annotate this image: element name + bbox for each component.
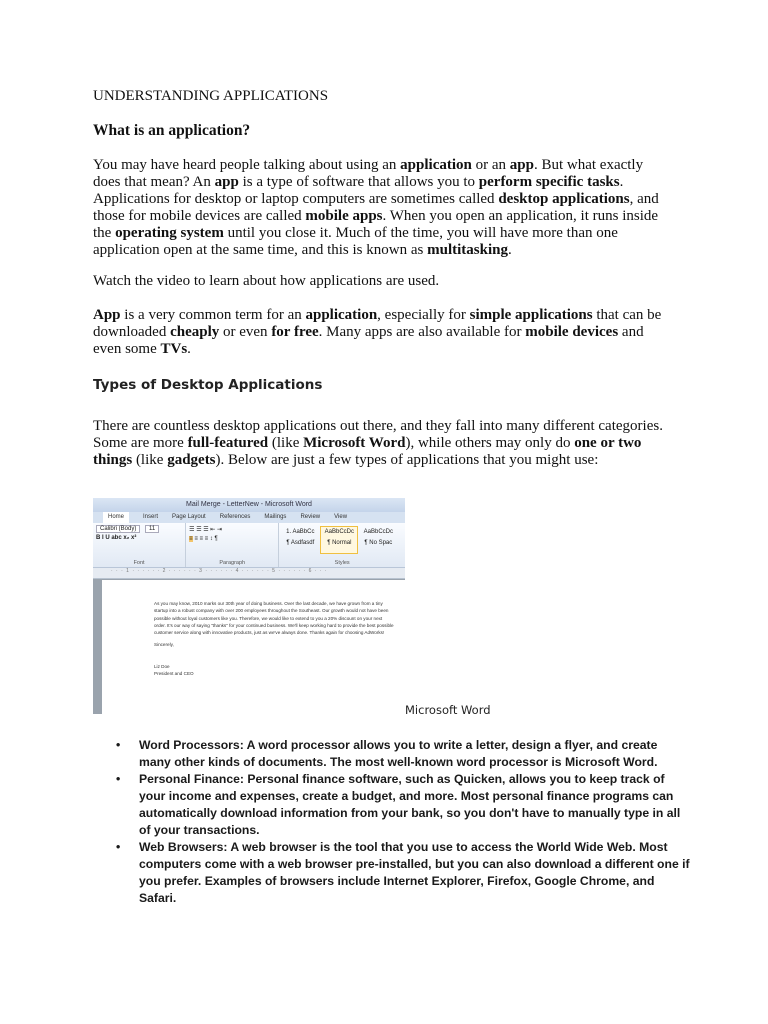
paragraph-intro <box>93 157 673 259</box>
style-label: ¶ Normal <box>327 540 352 546</box>
text-run: , especially for <box>377 307 470 323</box>
group-label: Paragraph <box>219 560 246 566</box>
text-run: ), while others may only do <box>405 435 575 451</box>
bold-term: simple applications <box>469 307 593 323</box>
text-run: . When you open an application, it runs inside the <box>93 208 659 241</box>
text-run: (like <box>268 435 304 451</box>
text-run: until you close it. Much of the time, you will have more than one application open at the same time, and this is known as <box>93 225 618 258</box>
ribbon-tab-references: References <box>219 514 251 520</box>
bold-term: gadgets <box>167 452 216 468</box>
text-run: is a type of software that allows you to <box>238 174 479 190</box>
list-item <box>100 737 690 771</box>
bold-term: desktop applications <box>498 191 630 207</box>
text-run: , and those for mobile devices are called <box>93 191 659 224</box>
ribbon <box>93 523 405 568</box>
group-label: Font <box>133 560 145 566</box>
text-run: or even <box>219 324 272 340</box>
bold-term: TVs <box>160 341 188 357</box>
style-preset <box>320 526 358 554</box>
paragraph-types <box>93 418 678 469</box>
font-name: Calibri (Body) <box>96 525 140 533</box>
text-run: You may have heard people talking about using an <box>93 157 401 173</box>
text-run: (like <box>132 452 168 468</box>
application-types-list <box>100 737 690 907</box>
style-name: AaBbCcDc <box>363 529 393 535</box>
text-run: ). Below are just a few types of applications that you might use: <box>215 452 599 468</box>
ribbon-tab-review: Review <box>300 514 321 520</box>
bold-term: application <box>400 157 472 173</box>
styles-group <box>279 523 405 567</box>
ruler: · · · 1 · · · · · · 2 · · · · · · 3 · · · · · · 4 · · · · · · 5 · · · · · · 6 · · · <box>93 568 405 579</box>
group-label: Styles <box>334 560 350 566</box>
ribbon-tab-view: View <box>334 514 348 520</box>
style-preset <box>360 527 396 553</box>
bold-term: Microsoft Word <box>303 435 406 451</box>
list-item <box>100 839 690 907</box>
bold-term: multitasking <box>427 242 508 258</box>
document-title: UNDERSTANDING APPLICATIONS <box>93 88 329 104</box>
bold-term: perform specific tasks <box>478 174 620 190</box>
style-label: ¶ Asdfasdf <box>286 540 315 546</box>
format-icons: B I U abc x₂ x² <box>96 535 137 541</box>
text-run: . <box>187 341 191 357</box>
text-run: . Many apps are also available for <box>318 324 526 340</box>
bold-term: operating system <box>115 225 224 241</box>
letter-signer-title: President and CEO <box>154 671 194 677</box>
paragraph-group <box>186 523 279 567</box>
ribbon-tabs <box>93 512 405 523</box>
list-item <box>100 771 690 839</box>
text-run: . <box>507 242 512 258</box>
bullet-icon: • <box>116 840 121 854</box>
text-run: that can be downloaded <box>93 307 662 340</box>
text-run: . Applications for desktop or laptop computers are sometimes called <box>93 174 624 207</box>
text-run: and even some <box>93 324 644 357</box>
text-run: is a very common term for an <box>120 307 306 323</box>
list-item-text: Personal Finance: Personal finance software, such as Quicken, allows you to keep track of your income and expenses, create a budget, and more. Most personal finance programs can automatically download information from your bank, so you don't have to manually type in all of your transactions. <box>139 772 681 837</box>
letter-signer: Liz Doe <box>154 663 170 669</box>
heading-what-is-application: What is an application? <box>93 122 251 139</box>
ribbon-tab-page-layout: Page Layout <box>172 514 206 520</box>
list-item-text: Web Browsers: A web browser is the tool that you use to access the World Wide Web. Most computers come with a web browser pre-installed, but you can also download a different one if you prefer. Examples of browsers include Internet Explorer, Firefox, Google Chrome, and Safari. <box>139 840 690 905</box>
bold-term: app <box>214 174 239 190</box>
window-title: Mail Merge - LetterNew - Microsoft Word <box>93 498 405 512</box>
bullet-icon: • <box>116 772 121 786</box>
ribbon-tab-home: Home <box>103 512 129 523</box>
align-icons: ≡ ≡ ≡ ≡ ↕ ¶ <box>189 536 218 542</box>
ribbon-tab-insert: Insert <box>143 514 159 520</box>
letter-body: As you may know, 2010 marks our 30th year of doing business. Over the last decade, we have grown from a tiny startup into a robust company with over 200 employees throughout the Southeast. Our growth would not have been possible without loyal customers like you. Therefore, we would like to extend to you a 20% discount on your next order. It's our way of saying "thanks" for your continued business. We'll keep working hard to provide the best possible customer service along with innovative products, just as we've always done. Thanks again for choosing AdWorks! <box>154 601 394 636</box>
microsoft-word-screenshot <box>93 498 405 714</box>
bold-term: mobile apps <box>305 208 383 224</box>
list-item-text: Word Processors: A word processor allows you to write a letter, design a flyer, and create many other kinds of documents. The most well-known word processor is Microsoft Word. <box>139 738 658 769</box>
text-run: or an <box>471 157 510 173</box>
bold-term: one or two things <box>93 435 642 468</box>
letter-closing: Sincerely, <box>154 642 174 648</box>
font-size: 11 <box>145 525 159 533</box>
bold-term: app <box>509 157 534 173</box>
paragraph-video: Watch the video to learn about how applications are used. <box>93 273 440 289</box>
heading-types-desktop-apps: Types of Desktop Applications <box>93 377 323 393</box>
document-area <box>102 580 405 714</box>
style-name: 1. AaBbCc <box>286 529 315 535</box>
bold-term: mobile devices <box>525 324 619 340</box>
text-run: . But what exactly does that mean? An <box>93 157 644 190</box>
list-icons: ☰ ☰ ☰ ⇤ ⇥ <box>189 527 223 533</box>
paragraph-app-term <box>93 307 673 358</box>
bold-term: for free <box>271 324 319 340</box>
image-caption: Microsoft Word <box>405 703 491 717</box>
font-group <box>93 523 186 567</box>
text-run: There are countless desktop applications out there, and they fall into many different categories. Some are more <box>93 418 663 451</box>
bold-term: cheaply <box>170 324 220 340</box>
ribbon-tab-mailings: Mailings <box>264 514 287 520</box>
bullet-icon: • <box>116 738 121 752</box>
bold-term: application <box>305 307 378 323</box>
bold-term: full-featured <box>187 435 269 451</box>
bold-term: App <box>93 307 121 323</box>
style-preset <box>282 527 318 553</box>
style-label: ¶ No Spac <box>364 540 393 546</box>
style-name: AaBbCcDc <box>324 529 354 535</box>
